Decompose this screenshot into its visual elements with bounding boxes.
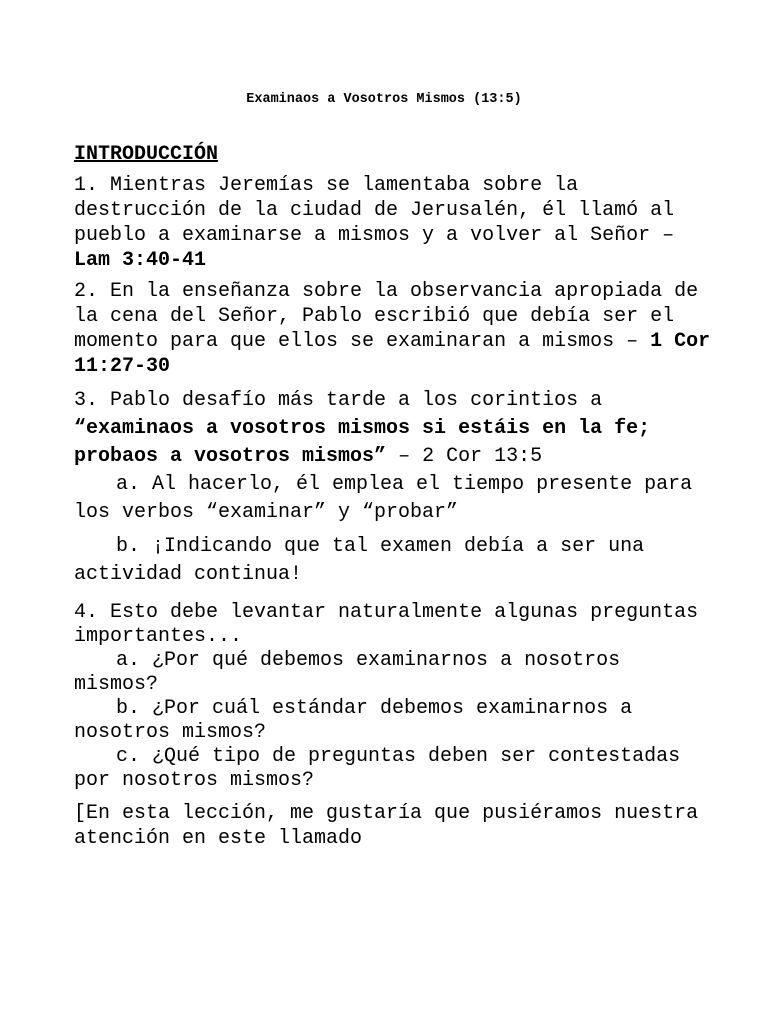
paragraph-4-item-a: a. ¿Por qué debemos examinarnos a nosotros mismos? — [74, 649, 621, 696]
document-title: Examinaos a Vosotros Mismos (13:5) — [246, 92, 522, 107]
paragraph-3-quote: “examinaos a vosotros mismos si estáis en la fe; probaos a vosotros mismos” — [74, 417, 651, 468]
paragraph-4-item-c: c. ¿Qué tipo de preguntas deben ser contestadas por nosotros mismos? — [74, 745, 681, 792]
section-heading: INTRODUCCIÓN — [74, 143, 219, 166]
paragraph-4-item-b: b. ¿Por cuál estándar debemos examinarnos a nosotros mismos? — [74, 697, 633, 744]
paragraph-2-text: 2. En la enseñanza sobre la observancia apropiada de la cena del Señor, Pablo escribió que debía ser el momento para que ellos se examinaran a mismos – — [74, 280, 699, 353]
closing-paragraph: [En esta lección, me gustaría que pusiéramos nuestra atención en este llamado — [74, 802, 699, 850]
paragraph-1-text: 1. Mientras Jeremías se lamentaba sobre la destrucción de la ciudad de Jerusalén, él llamó al pueblo a examinarse a mismos y a volver al Señor – — [74, 174, 675, 247]
paragraph-2-reference: 1 Cor 11:27-30 — [74, 330, 711, 378]
paragraph-3-text: 3. Pablo desafío más tarde a los corintios a — [74, 389, 603, 412]
document-body — [74, 142, 714, 851]
paragraph-4: 4. Esto debe levantar naturalmente algunas preguntas importantes... — [74, 601, 699, 648]
paragraph-3 — [74, 387, 714, 471]
paragraph-1 — [74, 173, 714, 273]
paragraph-1-reference: Lam 3:40-41 — [74, 249, 207, 272]
paragraph-3-item-a: a. Al hacerlo, él emplea el tiempo presente para los verbos “examinar” y “probar” — [74, 473, 693, 524]
paragraph-3-item-b: b. ¡Indicando que tal examen debía a ser una actividad continua! — [74, 535, 645, 586]
paragraph-3-reference: – 2 Cor 13:5 — [386, 445, 543, 468]
paragraph-2 — [74, 279, 714, 379]
